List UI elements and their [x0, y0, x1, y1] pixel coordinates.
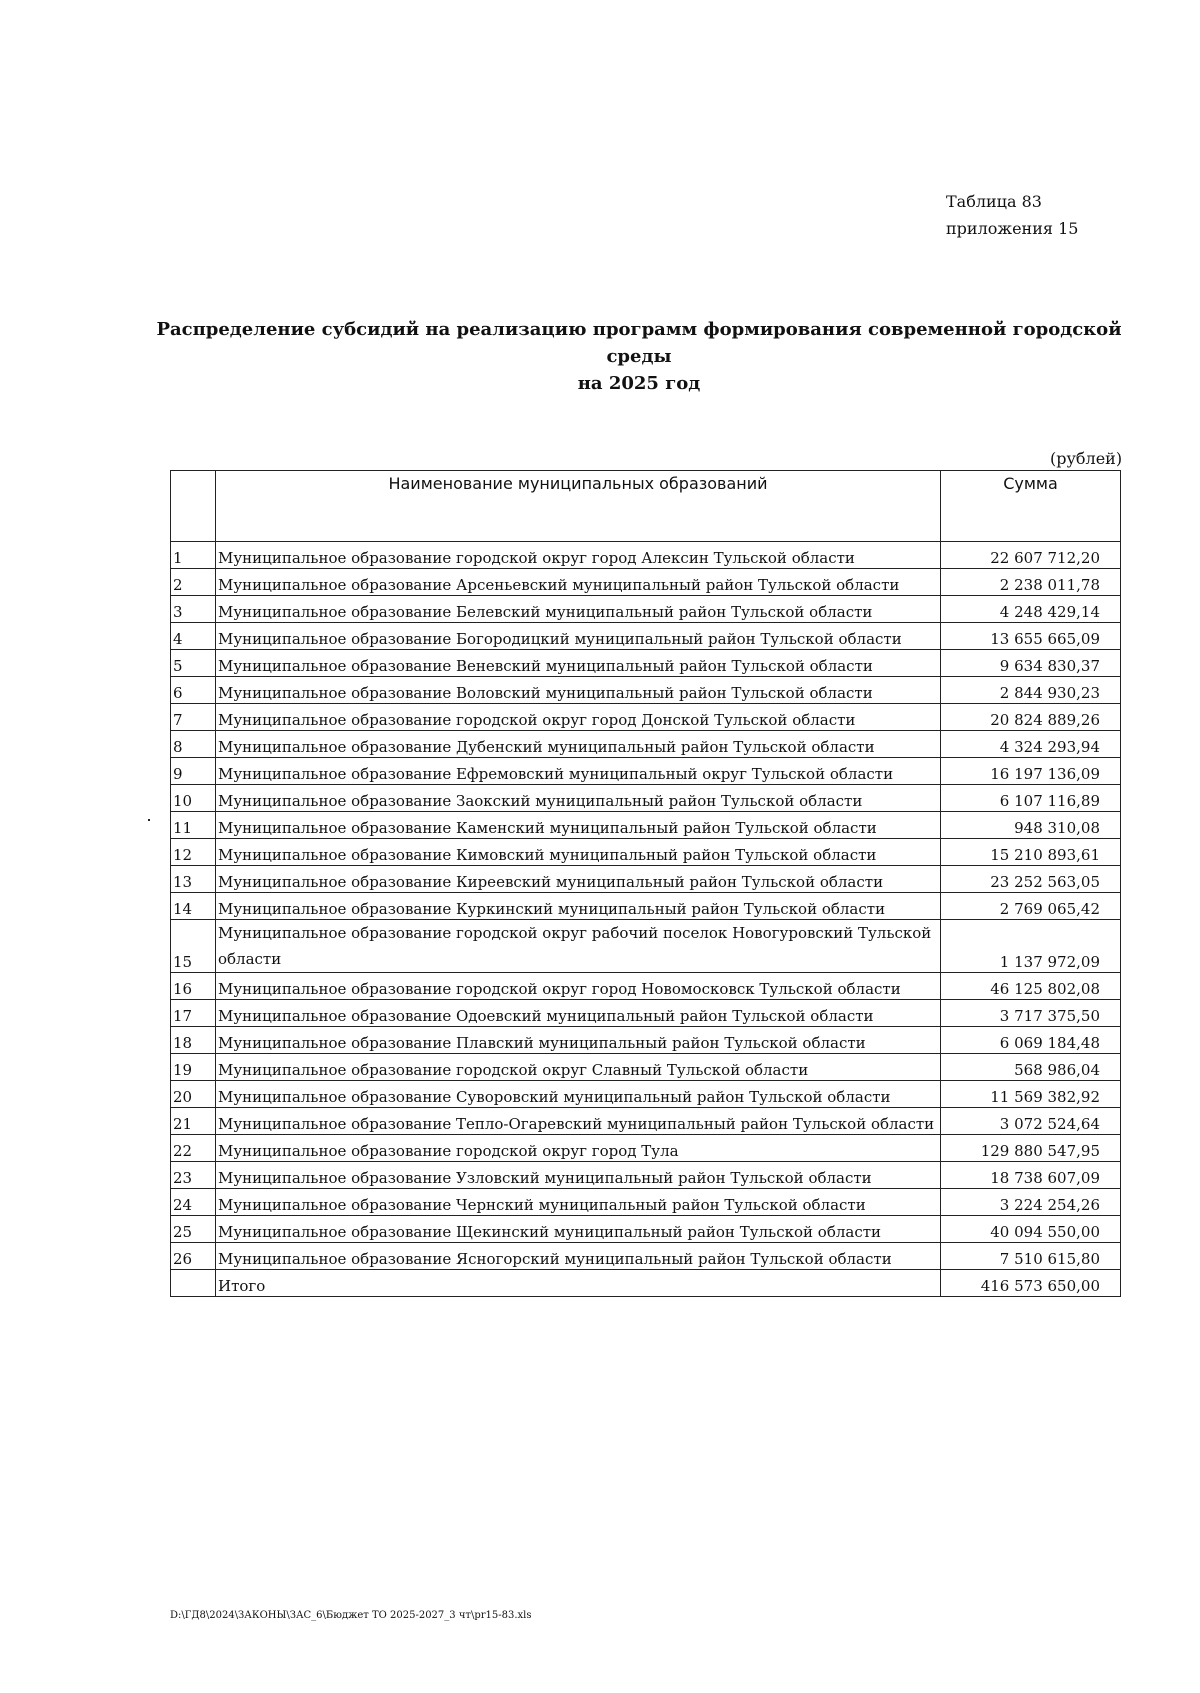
subsidy-sum-cell: 18 738 607,09 — [941, 1162, 1121, 1189]
table-body — [171, 542, 1121, 1297]
subsidy-sum-cell: 20 824 889,26 — [941, 704, 1121, 731]
document-title-line-2: на 2025 год — [577, 373, 701, 394]
subsidy-sum-cell: 7 510 615,80 — [941, 1243, 1121, 1270]
subsidy-sum-cell: 16 197 136,09 — [941, 758, 1121, 785]
total-label-cell: Итого — [216, 1270, 941, 1297]
municipality-name-cell: Муниципальное образование Арсеньевский муниципальный район Тульской области — [216, 569, 941, 596]
table-row — [171, 973, 1121, 1000]
units-label: (рублей) — [1050, 449, 1123, 468]
table-number: Таблица 83 — [946, 192, 1042, 211]
row-number-cell: 15 — [171, 920, 216, 973]
table-row — [171, 596, 1121, 623]
row-number-cell: 13 — [171, 866, 216, 893]
table-row — [171, 1162, 1121, 1189]
subsidy-sum-cell: 3 072 524,64 — [941, 1108, 1121, 1135]
subsidy-sum-cell: 40 094 550,00 — [941, 1216, 1121, 1243]
table-row — [171, 542, 1121, 569]
municipality-name-cell: Муниципальное образование Воловский муниципальный район Тульской области — [216, 677, 941, 704]
municipality-name-cell: Муниципальное образование городской округ город Донской Тульской области — [216, 704, 941, 731]
row-number-cell: 23 — [171, 1162, 216, 1189]
municipality-name-cell: Муниципальное образование Киреевский муниципальный район Тульской области — [216, 866, 941, 893]
row-number-cell: 17 — [171, 1000, 216, 1027]
table-row — [171, 1027, 1121, 1054]
subsidy-sum-cell: 23 252 563,05 — [941, 866, 1121, 893]
row-number-cell: 3 — [171, 596, 216, 623]
subsidy-sum-cell: 948 310,08 — [941, 812, 1121, 839]
municipality-name-cell: Муниципальное образование Богородицкий муниципальный район Тульской области — [216, 623, 941, 650]
table-row — [171, 569, 1121, 596]
document-title — [150, 316, 1128, 397]
subsidy-sum-cell: 568 986,04 — [941, 1054, 1121, 1081]
municipality-name-cell: Муниципальное образование городской округ город Тула — [216, 1135, 941, 1162]
municipality-name-cell: Муниципальное образование городской округ город Алексин Тульской области — [216, 542, 941, 569]
table-row — [171, 1081, 1121, 1108]
table-row — [171, 920, 1121, 973]
row-number-cell: 18 — [171, 1027, 216, 1054]
municipality-name-cell: Муниципальное образование Щекинский муниципальный район Тульской области — [216, 1216, 941, 1243]
subsidy-sum-cell: 4 248 429,14 — [941, 596, 1121, 623]
municipality-name-cell: Муниципальное образование Дубенский муниципальный район Тульской области — [216, 731, 941, 758]
subsidy-sum-cell: 4 324 293,94 — [941, 731, 1121, 758]
table-row — [171, 1108, 1121, 1135]
row-number-cell: 5 — [171, 650, 216, 677]
row-number-cell: 22 — [171, 1135, 216, 1162]
municipality-name-cell: Муниципальное образование Кимовский муниципальный район Тульской области — [216, 839, 941, 866]
file-path: D:\ГД8\2024\ЗАКОНЫ\ЗАС_6\Бюджет ТО 2025-2027_3 чт\pr15-83.xls — [170, 1610, 532, 1621]
subsidy-sum-cell: 6 069 184,48 — [941, 1027, 1121, 1054]
municipality-name-cell: Муниципальное образование Белевский муниципальный район Тульской области — [216, 596, 941, 623]
row-number-cell: 14 — [171, 893, 216, 920]
row-number-cell: 6 — [171, 677, 216, 704]
total-number-cell — [171, 1270, 216, 1297]
municipality-name-cell: Муниципальное образование Тепло-Огаревский муниципальный район Тульской области — [216, 1108, 941, 1135]
column-header-sum: Сумма — [941, 471, 1121, 542]
row-number-cell: 7 — [171, 704, 216, 731]
scan-dot — [148, 819, 150, 821]
subsidy-sum-cell: 2 769 065,42 — [941, 893, 1121, 920]
table-row — [171, 731, 1121, 758]
row-number-cell: 16 — [171, 973, 216, 1000]
table-row-total — [171, 1270, 1121, 1297]
row-number-cell: 25 — [171, 1216, 216, 1243]
row-number-cell: 9 — [171, 758, 216, 785]
municipality-name-cell: Муниципальное образование Суворовский муниципальный район Тульской области — [216, 1081, 941, 1108]
subsidy-sum-cell: 3 717 375,50 — [941, 1000, 1121, 1027]
table-row — [171, 893, 1121, 920]
subsidy-sum-cell: 2 238 011,78 — [941, 569, 1121, 596]
municipality-name-cell: Муниципальное образование Куркинский муниципальный район Тульской области — [216, 893, 941, 920]
row-number-cell: 21 — [171, 1108, 216, 1135]
column-header-number — [171, 471, 216, 542]
row-number-cell: 12 — [171, 839, 216, 866]
table-row — [171, 1189, 1121, 1216]
subsidy-sum-cell: 22 607 712,20 — [941, 542, 1121, 569]
municipality-name-cell: Муниципальное образование Ясногорский муниципальный район Тульской области — [216, 1243, 941, 1270]
subsidy-sum-cell: 15 210 893,61 — [941, 839, 1121, 866]
table-row — [171, 785, 1121, 812]
subsidy-table — [170, 470, 1121, 1297]
row-number-cell: 8 — [171, 731, 216, 758]
subsidy-sum-cell: 6 107 116,89 — [941, 785, 1121, 812]
municipality-name-cell: Муниципальное образование Каменский муниципальный район Тульской области — [216, 812, 941, 839]
table-reference — [946, 188, 1078, 242]
table-row — [171, 650, 1121, 677]
subsidy-sum-cell: 3 224 254,26 — [941, 1189, 1121, 1216]
subsidy-sum-cell: 2 844 930,23 — [941, 677, 1121, 704]
table-header-row — [171, 471, 1121, 542]
subsidy-sum-cell: 13 655 665,09 — [941, 623, 1121, 650]
municipality-name-cell: Муниципальное образование Чернский муниципальный район Тульской области — [216, 1189, 941, 1216]
table-row — [171, 623, 1121, 650]
municipality-name-cell: Муниципальное образование Заокский муниципальный район Тульской области — [216, 785, 941, 812]
table-row — [171, 704, 1121, 731]
table-row — [171, 1243, 1121, 1270]
subsidy-sum-cell: 9 634 830,37 — [941, 650, 1121, 677]
row-number-cell: 2 — [171, 569, 216, 596]
table-row — [171, 1135, 1121, 1162]
municipality-name-cell: Муниципальное образование Веневский муниципальный район Тульской области — [216, 650, 941, 677]
row-number-cell: 11 — [171, 812, 216, 839]
municipality-name-cell: Муниципальное образование Узловский муниципальный район Тульской области — [216, 1162, 941, 1189]
table-row — [171, 758, 1121, 785]
subsidy-sum-cell: 46 125 802,08 — [941, 973, 1121, 1000]
subsidy-sum-cell: 11 569 382,92 — [941, 1081, 1121, 1108]
municipality-name-cell: Муниципальное образование городской округ Славный Тульской области — [216, 1054, 941, 1081]
row-number-cell: 20 — [171, 1081, 216, 1108]
table-row — [171, 839, 1121, 866]
municipality-name-cell: Муниципальное образование Плавский муниципальный район Тульской области — [216, 1027, 941, 1054]
row-number-cell: 10 — [171, 785, 216, 812]
total-sum-cell: 416 573 650,00 — [941, 1270, 1121, 1297]
row-number-cell: 4 — [171, 623, 216, 650]
row-number-cell: 1 — [171, 542, 216, 569]
row-number-cell: 24 — [171, 1189, 216, 1216]
table-row — [171, 1054, 1121, 1081]
municipality-name-cell: Муниципальное образование городской округ рабочий поселок Новогуровский Тульской области — [216, 920, 941, 973]
table-row — [171, 677, 1121, 704]
subsidy-sum-cell: 129 880 547,95 — [941, 1135, 1121, 1162]
table-row — [171, 1216, 1121, 1243]
table-row — [171, 1000, 1121, 1027]
municipality-name-cell: Муниципальное образование Ефремовский муниципальный округ Тульской области — [216, 758, 941, 785]
row-number-cell: 26 — [171, 1243, 216, 1270]
municipality-name-cell: Муниципальное образование Одоевский муниципальный район Тульской области — [216, 1000, 941, 1027]
appendix-number: приложения 15 — [946, 219, 1079, 238]
municipality-name-cell: Муниципальное образование городской округ город Новомосковск Тульской области — [216, 973, 941, 1000]
column-header-name: Наименование муниципальных образований — [216, 471, 941, 542]
document-title-line-1: Распределение субсидий на реализацию программ формирования современной городской среды — [156, 319, 1122, 367]
table-row — [171, 812, 1121, 839]
table-row — [171, 866, 1121, 893]
subsidy-sum-cell: 1 137 972,09 — [941, 920, 1121, 973]
row-number-cell: 19 — [171, 1054, 216, 1081]
